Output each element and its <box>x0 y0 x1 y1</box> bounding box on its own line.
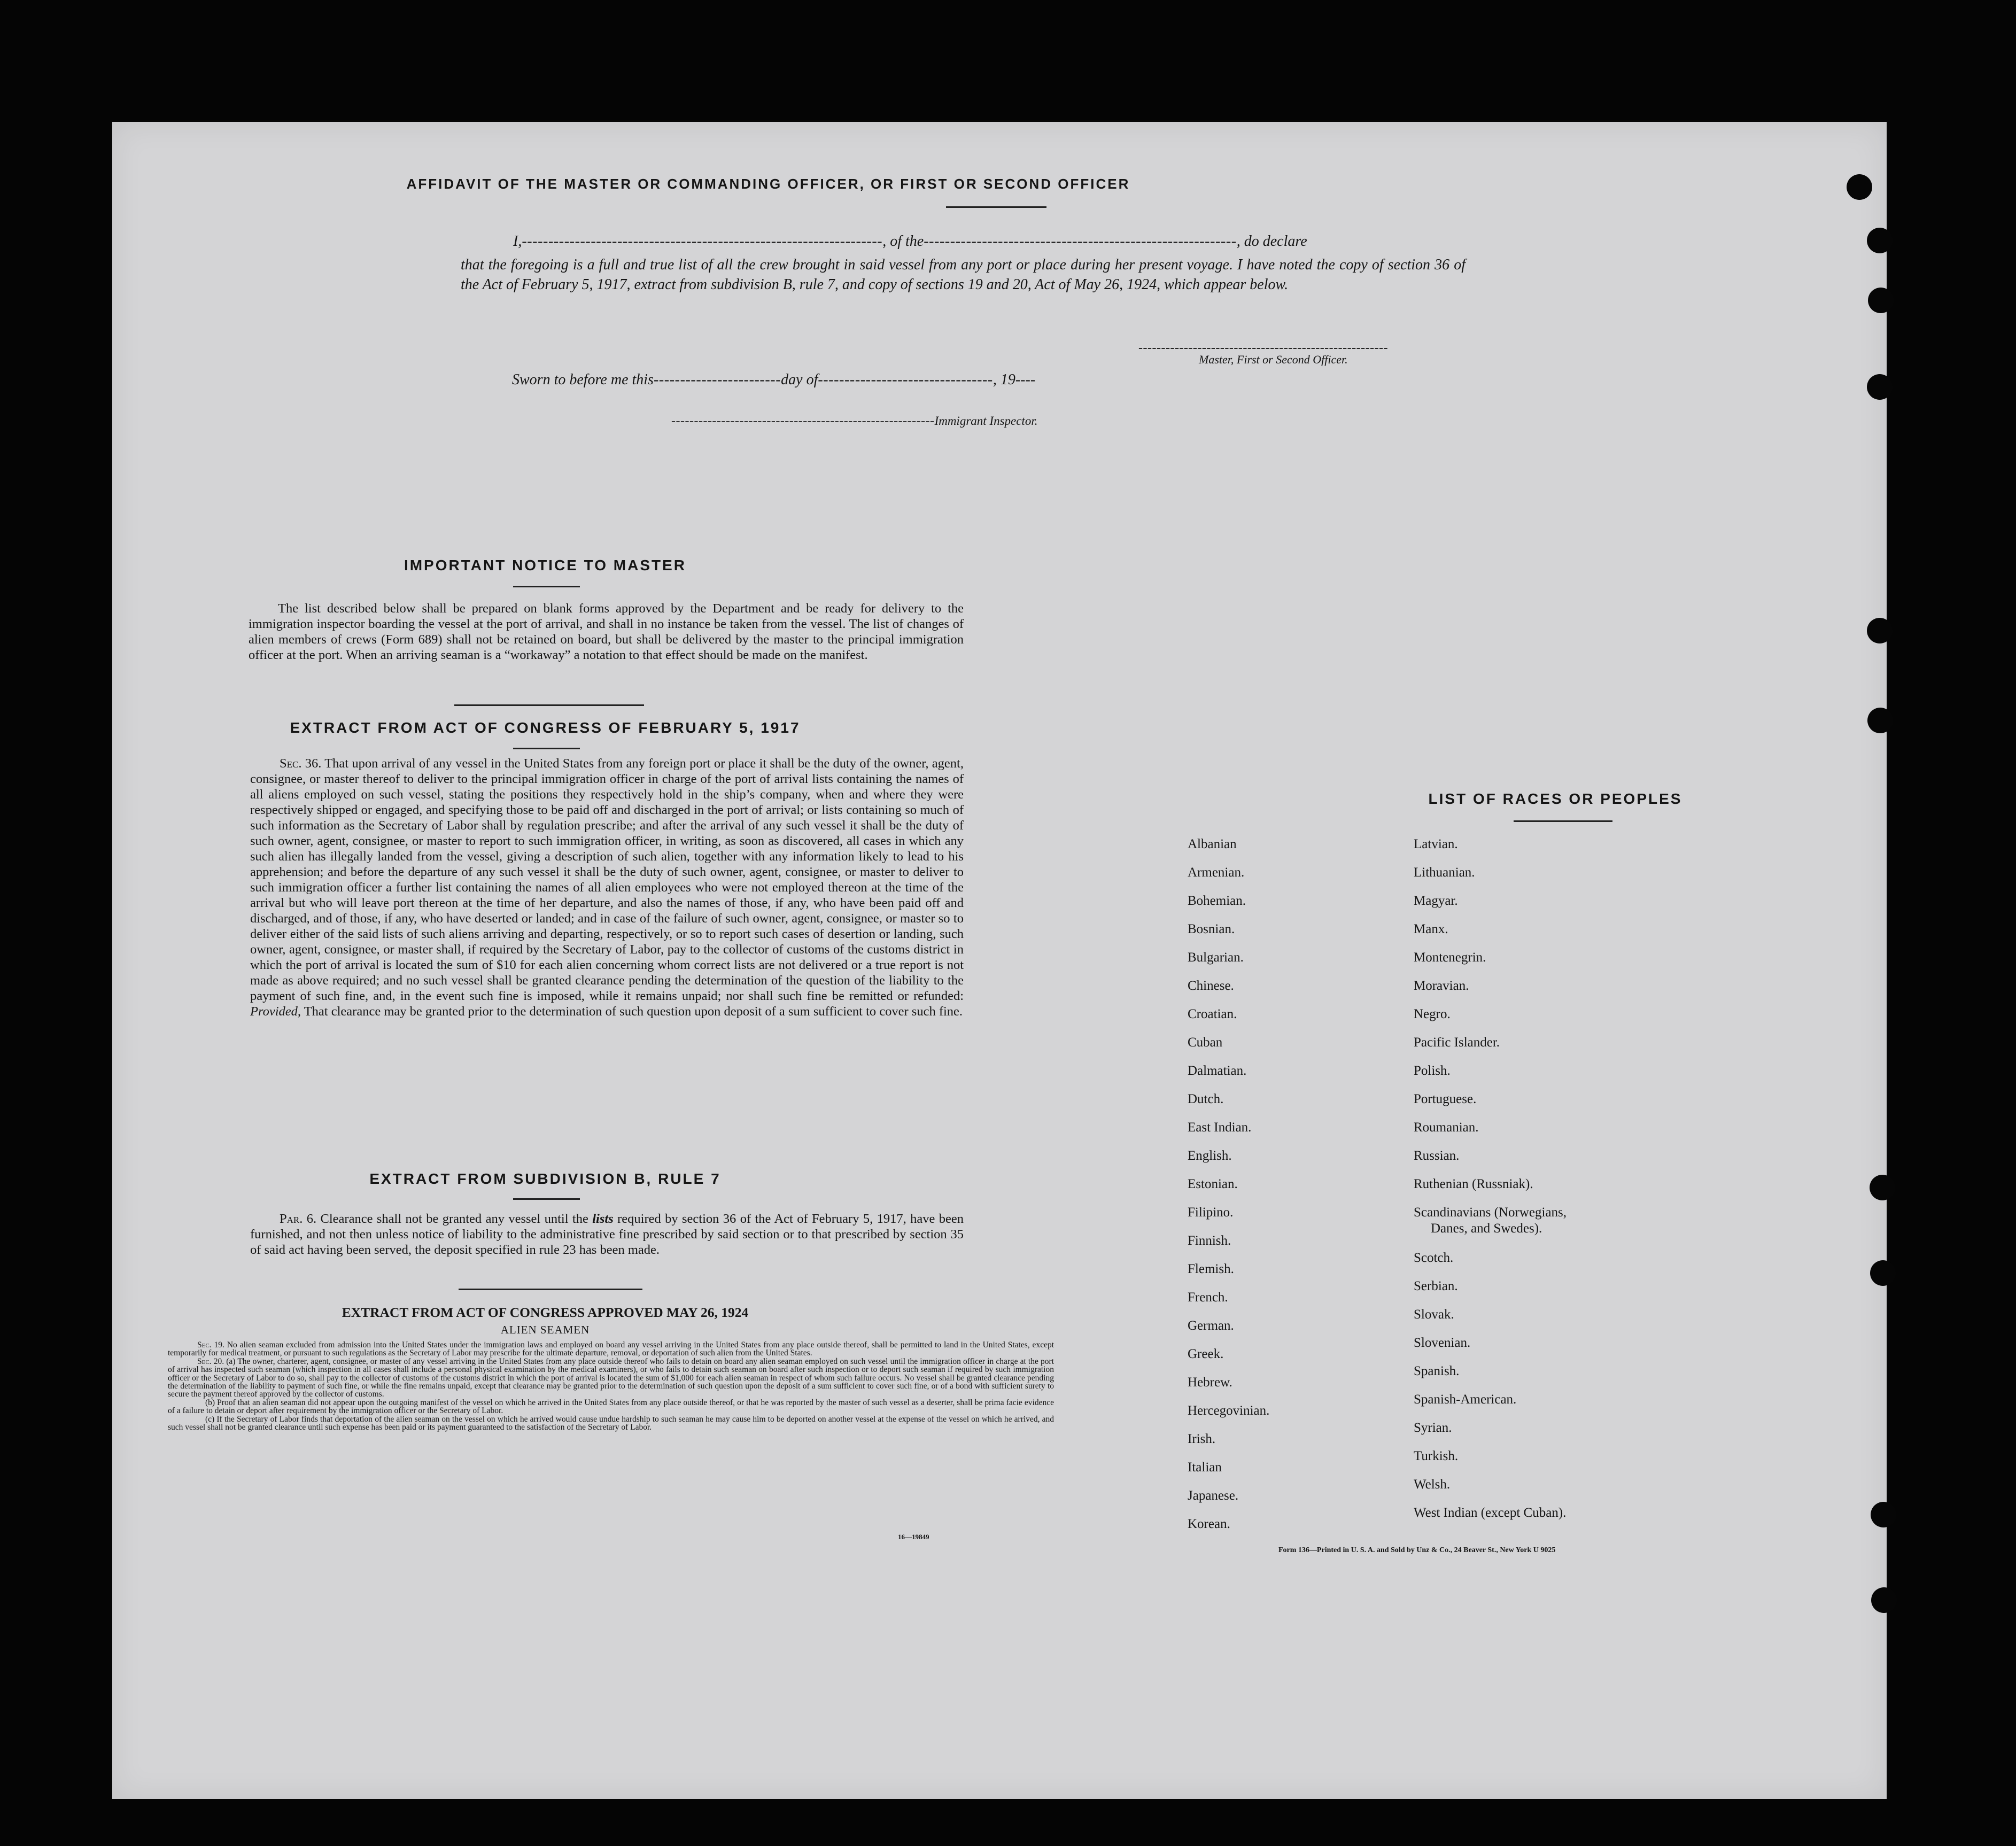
race-right-item: Montenegrin. <box>1414 950 1486 965</box>
rule7-body <box>250 1211 964 1258</box>
rule7-text-b: required by section 36 of the Act of February 5, 1917, have been furnished, and not then unless notice of liability to the administrative fine prescribed by said section or to that prescribed by section 35 of said act having been served, the deposit specified in rule 23 has been made. <box>250 1212 964 1257</box>
year-label: , 19 <box>993 371 1015 388</box>
do-declare-label: , do declare <box>1236 233 1307 250</box>
race-right-item: Roumanian. <box>1414 1120 1479 1135</box>
race-right-item: Slovak. <box>1414 1307 1454 1322</box>
inspector-label: Immigrant Inspector. <box>934 414 1038 428</box>
race-left-item: Croatian. <box>1188 1007 1237 1021</box>
race-left-item: Dutch. <box>1188 1092 1224 1106</box>
punch-hole <box>1867 374 1893 400</box>
par6-label: Par. 6. <box>280 1212 317 1226</box>
race-left-item: Flemish. <box>1188 1262 1234 1276</box>
race-left-item: Bosnian. <box>1188 922 1235 936</box>
punch-hole <box>1867 228 1893 253</box>
of-the-label: , of the <box>882 233 924 250</box>
race-right-item: Scotch. <box>1414 1251 1454 1265</box>
punch-hole <box>1868 288 1894 313</box>
print-code: 16—19849 <box>898 1533 929 1541</box>
race-right-item: Turkish. <box>1414 1449 1459 1463</box>
race-right-item: Portuguese. <box>1414 1092 1477 1106</box>
race-left-item: Albanian <box>1188 837 1237 851</box>
race-left-item: Chinese. <box>1188 979 1234 993</box>
notice-title-rule <box>513 586 580 587</box>
sec19-text: No alien seaman excluded from admission into the United States under the immigration laws and employed on board any vessel arriving in the United States from any place outside thereof, shall be permitted to land in the United States, except temporarily for medical treatment, or pursuant to such regulations as the Secretary of Labor may prescribe for the ultimate departure, removal, or deportation of such alien from the United States. <box>168 1340 1054 1358</box>
inspector-signature-blank[interactable]: ---------------------------------------------------------- <box>671 414 935 428</box>
race-left-item: French. <box>1188 1290 1228 1305</box>
form-footer: Form 136—Printed in U. S. A. and Sold by Unz & Co., 24 Beaver St., New York U 9025 <box>1278 1546 1556 1554</box>
extract1917-body <box>250 756 964 1019</box>
race-left-item: Irish. <box>1188 1432 1216 1446</box>
rule7-text-a: Clearance shall not be granted any vessel until the <box>320 1212 588 1226</box>
affidavit-title: AFFIDAVIT OF THE MASTER OR COMMANDING OFFICER, OR FIRST OR SECOND OFFICER <box>406 176 1130 192</box>
notice-title: IMPORTANT NOTICE TO MASTER <box>404 557 687 573</box>
race-right-item: Spanish-American. <box>1414 1392 1517 1407</box>
punch-hole <box>1870 1260 1896 1286</box>
race-left-item: Filipino. <box>1188 1205 1234 1220</box>
affidavit-declaration-line <box>513 233 1582 250</box>
affidavit-body: that the foregoing is a full and true list of all the crew brought in said vessel from any port or place during her present voyage. I have noted the copy of section 36 of the Act of February 5, 1917, extract from subdivision B, rule 7, and copy of sections 19 and 20, Act of May 26, 1924, which appear below. <box>461 257 1466 293</box>
extract1917-title-rule <box>513 748 580 749</box>
race-right-item: Moravian. <box>1414 979 1469 993</box>
race-right-item: Scandinavians (Norwegians, <box>1414 1205 1567 1220</box>
race-left-item: English. <box>1188 1149 1232 1163</box>
sec20b-paragraph: (b) Proof that an alien seaman did not appear upon the outgoing manifest of the vessel on which he arrived in the United States from any place outside thereof, or that he was reported by the master of such vessel as a deserter, shall be prima facie evidence of a failure to detain or deport after requirement by the immigration officer or the Secretary of Labor. <box>168 1398 1054 1416</box>
race-left-item: Korean. <box>1188 1517 1230 1531</box>
race-left-item: Cuban <box>1188 1035 1223 1050</box>
sec20a-paragraph <box>168 1358 1054 1399</box>
sworn-day-blank[interactable]: ------------------------ <box>653 371 781 388</box>
sec19-paragraph <box>168 1341 1054 1358</box>
provided-word: Provided, <box>250 1004 301 1019</box>
sec20a-text: (a) The owner, charterer, agent, consignee, or master of any vessel arriving in the United States from any place outside thereof who fails to detain on board any alien seaman employed on such vessel until the immigration officer in charge at the port of arrival has inspected such seaman (which inspection in all cases shall include a personal physical examination by the medical examiners), or who fails to detain such seaman on board after such inspection or to deport such seaman if required by such immigration officer or the Secretary of Labor to do so, shall pay to the collector of customs of the customs district in which the port of arrival is located the sum of $1,000 for each alien seaman in respect of whom such failure occurs. No vessel shall be granted clearance pending the determination of the liability to payment of such fine, or while the fine remains unpaid, except that clearance may be granted prior to the determination of such question upon the deposit of a sum sufficient to cover such fine, or of a bond with sufficient surety to secure the payment thereof approved by the collector of customs. <box>168 1356 1054 1399</box>
vessel-blank[interactable]: ----------------------------------------------------------- <box>924 233 1237 250</box>
race-right-item: Spanish. <box>1414 1364 1460 1378</box>
punch-hole <box>1867 708 1893 733</box>
race-right-item: Ruthenian (Russniak). <box>1414 1177 1533 1191</box>
punch-hole <box>1871 1502 1896 1527</box>
race-right-item: Slovenian. <box>1414 1336 1471 1350</box>
race-left-item: Finnish. <box>1188 1234 1231 1248</box>
punch-hole <box>1867 618 1893 643</box>
form-sheet <box>112 122 1887 1799</box>
race-left-item: Armenian. <box>1188 865 1245 880</box>
extract1917-title: EXTRACT FROM ACT OF CONGRESS OF FEBRUARY 5, 1917 <box>290 719 801 736</box>
notice-body: The list described below shall be prepared on blank forms approved by the Department and be ready for delivery to the immigration inspector boarding the vessel at the port of arrival, and shall in no instance be taken from the vessel. The list of changes of alien members of crews (Form 689) shall not be retained on board, but shall be delivered by the master to the principal immigration officer at the port. When an arriving seaman is a “workaway” a notation to that effect should be made on the manifest. <box>249 601 964 662</box>
section-divider <box>459 1289 642 1290</box>
master-signature-label: Master, First or Second Officer. <box>1199 353 1348 366</box>
extract1924-body <box>168 1341 1054 1431</box>
rule7-title: EXTRACT FROM SUBDIVISION B, RULE 7 <box>369 1170 721 1187</box>
affidavit-I: I, <box>513 233 522 250</box>
title-rule <box>946 206 1046 208</box>
sec36-text: That upon arrival of any vessel in the United States from any foreign port or place it shall be the duty of the owner, agent, consignee, or master thereof to deliver to the principal immigration officer in charge of the port of arrival lists containing the names of all aliens employed on such vessel, stating the positions they respectively hold in the ship’s company, when and where they were respectively shipped or engaged, and specifying those to be paid off and discharged in the port of arrival; or lists containing so much of such information as the Secretary of Labor shall by regulation prescribe; and after the arrival of any such vessel it shall be the duty of such owner, agent, consignee, or master to report to such immigration officer, in writing, as soon as discovered, all cases in which any such alien has illegally landed from the vessel, giving a description of such alien, together with any information likely to lead to his apprehension; and before the departure of any such vessel it shall be the duty of such owner, agent, consignee, or master to deliver to such immigration officer a further list containing the names of all alien employees who were not employed thereon at the time of the arrival but who will leave port thereon at the time of her departure, and also the names of those, if any, who have been paid off and discharged, and of those, if any, who have deserted or landed; and in case of the failure of such owner, agent, consignee, or master so to deliver either of the said lists of such aliens arriving and departing, respectively, or so to report such cases of desertion or landing, such owner, agent, consignee, or master shall, if required by the Secretary of Labor, pay to the collector of customs of the customs district in which the port of arrival is located the sum of $10 for each alien concerning whom correct lists are not delivered or a true report is not made as above required; and no such vessel shall be granted clearance pending the determination of the question of the liability to the payment of such fine, and, in the event such fine is imposed, while it remains unpaid; nor shall such fine be remitted or refunded: <box>250 756 964 1003</box>
race-left-item: Japanese. <box>1188 1488 1239 1503</box>
race-right-item: Latvian. <box>1414 837 1458 851</box>
race-left-item: Hercegovinian. <box>1188 1403 1270 1418</box>
master-signature-line[interactable]: ------------------------------------------------------- <box>1138 341 1389 355</box>
race-right-item: Manx. <box>1414 922 1448 936</box>
race-left-item: Estonian. <box>1188 1177 1238 1191</box>
race-left-item: Bohemian. <box>1188 894 1246 908</box>
race-right-item: Serbian. <box>1414 1279 1458 1293</box>
punch-hole <box>1847 174 1872 200</box>
race-right-item: Welsh. <box>1414 1477 1451 1492</box>
section-divider <box>454 704 644 706</box>
year-blank[interactable]: ---- <box>1015 371 1036 388</box>
races-title: LIST OF RACES OR PEOPLES <box>1428 790 1682 807</box>
sec19-label: Sec. 19. <box>197 1340 224 1349</box>
race-left-item: East Indian. <box>1188 1120 1252 1135</box>
sworn-month-blank[interactable]: --------------------------------- <box>818 371 993 388</box>
race-right-item: Negro. <box>1414 1007 1451 1021</box>
name-blank[interactable]: -------------------------------------------------------------------- <box>522 233 883 250</box>
sec36-text-end: That clearance may be granted prior to the determination of such question upon deposit of a sum sufficient to cover such fine. <box>304 1004 963 1019</box>
rule7-title-rule <box>513 1198 580 1200</box>
race-left-item: Italian <box>1188 1460 1222 1475</box>
race-right-item: Russian. <box>1414 1149 1460 1163</box>
race-left-item: Dalmatian. <box>1188 1064 1247 1078</box>
race-right-item: Polish. <box>1414 1064 1451 1078</box>
sec20-label: Sec. 20. <box>197 1356 224 1366</box>
sworn-label: Sworn to before me this <box>512 371 654 388</box>
race-left-item: Bulgarian. <box>1188 950 1244 965</box>
race-left-item: Greek. <box>1188 1347 1224 1361</box>
sec20c-paragraph: (c) If the Secretary of Labor finds that deportation of the alien seaman on the vessel on which he arrived would cause undue hardship to such seaman he may cause him to be deported on another vessel at the expense of the vessel on which he arrived, and such vessel shall not be granted clearance until such expense has been paid or its payment guaranteed to the satisfaction of the Secretary of Labor. <box>168 1414 1054 1432</box>
race-right-item: Magyar. <box>1414 894 1458 908</box>
race-left-item: German. <box>1188 1318 1234 1333</box>
race-right-item: Pacific Islander. <box>1414 1035 1500 1050</box>
race-right-item: Danes, and Swedes). <box>1431 1221 1542 1236</box>
extract1924-subtitle: ALIEN SEAMEN <box>500 1323 590 1336</box>
race-right-item: West Indian (except Cuban). <box>1414 1506 1567 1520</box>
race-left-item: Hebrew. <box>1188 1375 1232 1390</box>
races-title-rule <box>1514 820 1612 822</box>
race-right-item: Lithuanian. <box>1414 865 1475 880</box>
sec36-label: Sec. 36. <box>280 756 322 771</box>
sworn-line <box>512 371 1035 389</box>
punch-hole <box>1871 1587 1897 1613</box>
day-of-label: day of <box>781 371 818 388</box>
extract1924-title: EXTRACT FROM ACT OF CONGRESS APPROVED MAY 26, 1924 <box>342 1305 749 1320</box>
inspector-line <box>671 414 1037 429</box>
punch-hole <box>1870 1175 1895 1200</box>
race-right-item: Syrian. <box>1414 1421 1452 1435</box>
lists-word: lists <box>592 1212 614 1226</box>
